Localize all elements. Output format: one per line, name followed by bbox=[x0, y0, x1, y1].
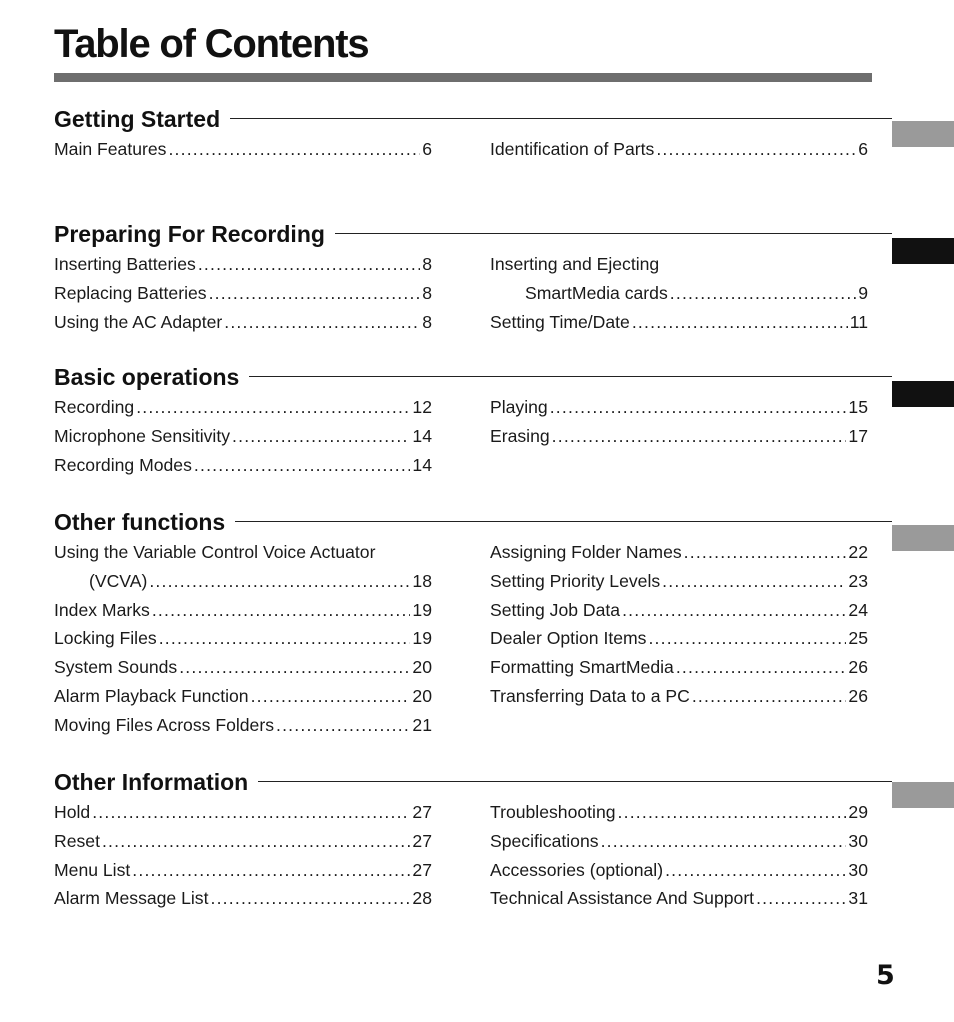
toc-entry-page: 30 bbox=[848, 859, 868, 880]
toc-entry-label: Moving Files Across Folders bbox=[54, 714, 274, 735]
toc-entry-label: Transferring Data to a PC bbox=[490, 685, 690, 706]
leader-dots bbox=[648, 624, 846, 653]
toc-entry[interactable] bbox=[490, 798, 868, 827]
toc-entry[interactable] bbox=[490, 250, 868, 279]
leader-dots bbox=[92, 798, 410, 827]
section-thumb-tab-other-functions bbox=[892, 525, 954, 551]
section-thumb-tab-basic-operations bbox=[892, 381, 954, 407]
toc-entry-page: 20 bbox=[412, 685, 432, 706]
toc-entry-label: Inserting and Ejecting bbox=[490, 254, 660, 274]
leader-dots bbox=[152, 596, 411, 625]
section-header bbox=[54, 362, 892, 392]
toc-entry[interactable] bbox=[490, 567, 868, 596]
section-heading: Other functions bbox=[54, 507, 235, 537]
leader-dots bbox=[179, 653, 410, 682]
toc-entry[interactable] bbox=[54, 827, 432, 856]
leader-dots bbox=[159, 624, 411, 653]
leader-dots bbox=[662, 567, 846, 596]
section-header bbox=[54, 219, 892, 249]
section-preparing-for-recording bbox=[54, 219, 892, 332]
toc-entry[interactable] bbox=[490, 884, 868, 913]
toc-entry-label: Setting Priority Levels bbox=[490, 570, 661, 591]
toc-entry[interactable] bbox=[490, 682, 868, 711]
toc-entry[interactable] bbox=[490, 422, 868, 451]
toc-entry-page: 15 bbox=[848, 397, 868, 417]
section-getting-started bbox=[54, 104, 892, 159]
toc-column-left bbox=[54, 250, 432, 336]
toc-entry-page: 27 bbox=[412, 859, 432, 880]
section-thumb-tab-other-information bbox=[892, 782, 954, 808]
toc-entry[interactable] bbox=[490, 653, 868, 682]
toc-entry-page: 22 bbox=[848, 542, 868, 562]
toc-entry-label: (VCVA) bbox=[89, 570, 148, 591]
section-header bbox=[54, 767, 892, 797]
leader-dots bbox=[676, 653, 847, 682]
toc-entry-page: 24 bbox=[848, 599, 868, 620]
section-heading: Other Information bbox=[54, 767, 258, 797]
toc-entry-page: 6 bbox=[422, 139, 432, 159]
toc-column-left bbox=[54, 798, 432, 913]
toc-entry-page: 20 bbox=[412, 657, 432, 678]
leader-dots bbox=[251, 682, 411, 711]
toc-entry-label: Specifications bbox=[490, 830, 599, 851]
leader-dots bbox=[132, 856, 410, 885]
leader-dots bbox=[665, 856, 846, 885]
section-thumb-tab-preparing bbox=[892, 238, 954, 264]
toc-entry[interactable] bbox=[490, 279, 868, 308]
toc-entry[interactable] bbox=[54, 308, 432, 337]
toc-column-left bbox=[54, 538, 432, 740]
toc-entry-page: 26 bbox=[848, 657, 868, 678]
toc-entry-label: SmartMedia cards bbox=[525, 282, 668, 303]
toc-entry[interactable] bbox=[490, 393, 868, 422]
leader-dots bbox=[622, 596, 846, 625]
leader-dots bbox=[756, 884, 846, 913]
toc-entry-label: Assigning Folder Names bbox=[490, 542, 682, 562]
leader-dots bbox=[194, 451, 411, 480]
toc-entry-label: Hold bbox=[54, 802, 91, 822]
toc-entry-page: 28 bbox=[412, 888, 432, 909]
toc-entry-label: Menu List bbox=[54, 859, 131, 880]
toc-entry-page: 23 bbox=[848, 570, 868, 591]
leader-dots bbox=[552, 422, 847, 451]
toc-entry[interactable] bbox=[54, 682, 432, 711]
toc-entry-label: Erasing bbox=[490, 425, 550, 446]
leader-dots bbox=[198, 250, 420, 279]
toc-entry[interactable] bbox=[54, 538, 432, 567]
toc-entry[interactable] bbox=[490, 624, 868, 653]
toc-entry[interactable] bbox=[54, 135, 432, 164]
section-heading: Getting Started bbox=[54, 104, 230, 134]
toc-entry-label: Setting Job Data bbox=[490, 599, 621, 620]
section-other-functions bbox=[54, 507, 892, 735]
toc-entry-page: 29 bbox=[848, 802, 868, 822]
toc-entry-page: 11 bbox=[849, 311, 868, 332]
toc-entry-label: System Sounds bbox=[54, 657, 178, 678]
toc-entry-page: 18 bbox=[412, 570, 432, 591]
toc-entry-label: Inserting Batteries bbox=[54, 254, 196, 274]
toc-entry-label: Index Marks bbox=[54, 599, 150, 620]
section-heading: Basic operations bbox=[54, 362, 249, 392]
toc-column-right bbox=[490, 393, 868, 451]
toc-column-right bbox=[490, 798, 868, 913]
toc-entry-page: 14 bbox=[412, 425, 432, 446]
toc-entry-label: Reset bbox=[54, 830, 100, 851]
leader-dots bbox=[656, 135, 856, 164]
toc-entry-page: 8 bbox=[422, 254, 432, 274]
toc-entry-label: Main Features bbox=[54, 139, 167, 159]
toc-entry-label: Alarm Message List bbox=[54, 888, 209, 909]
toc-entry[interactable] bbox=[490, 308, 868, 337]
section-basic-operations bbox=[54, 362, 892, 475]
toc-entry[interactable] bbox=[54, 798, 432, 827]
section-other-information bbox=[54, 767, 892, 909]
toc-entry-label: Alarm Playback Function bbox=[54, 685, 249, 706]
toc-entry-label: Technical Assistance And Support bbox=[490, 888, 755, 909]
section-thumb-tab-getting-started bbox=[892, 121, 954, 147]
toc-entry-page: 8 bbox=[422, 282, 432, 303]
toc-entry-label: Dealer Option Items bbox=[490, 628, 647, 649]
toc-column-left bbox=[54, 393, 432, 479]
toc-entry[interactable] bbox=[54, 422, 432, 451]
toc-entry-page: 21 bbox=[412, 714, 432, 735]
toc-entry-page: 6 bbox=[858, 139, 868, 159]
toc-entry[interactable] bbox=[54, 856, 432, 885]
leader-dots bbox=[632, 308, 848, 337]
toc-column-right bbox=[490, 135, 868, 164]
toc-entry-label: Troubleshooting bbox=[490, 802, 616, 822]
leader-dots bbox=[149, 567, 410, 596]
toc-entry-page: 25 bbox=[848, 628, 868, 649]
toc-entry-page: 27 bbox=[412, 802, 432, 822]
leader-dots bbox=[670, 279, 856, 308]
page-title: Table of Contents bbox=[54, 22, 369, 66]
toc-entry[interactable] bbox=[490, 596, 868, 625]
leader-dots bbox=[102, 827, 410, 856]
leader-dots bbox=[168, 135, 420, 164]
toc-entry-label: Recording Modes bbox=[54, 454, 192, 475]
toc-entry-page: 30 bbox=[848, 830, 868, 851]
toc-column-right bbox=[490, 538, 868, 711]
leader-dots bbox=[211, 884, 411, 913]
toc-entry[interactable] bbox=[490, 538, 868, 567]
toc-entry[interactable] bbox=[490, 856, 868, 885]
toc-entry-label: Microphone Sensitivity bbox=[54, 425, 231, 446]
toc-entry[interactable] bbox=[54, 624, 432, 653]
section-header bbox=[54, 507, 892, 537]
toc-entry-page: 14 bbox=[412, 454, 432, 475]
toc-entry-page: 19 bbox=[412, 628, 432, 649]
toc-entry-label: Recording bbox=[54, 397, 135, 417]
toc-entry-page: 12 bbox=[412, 397, 432, 417]
toc-column-right bbox=[490, 250, 868, 336]
leader-dots bbox=[684, 538, 847, 567]
toc-entry[interactable] bbox=[54, 567, 432, 596]
toc-entry-label: Accessories (optional) bbox=[490, 859, 664, 880]
leader-dots bbox=[232, 422, 410, 451]
leader-dots bbox=[550, 393, 847, 422]
toc-entry-label: Formatting SmartMedia bbox=[490, 657, 674, 678]
toc-entry-page: 27 bbox=[412, 830, 432, 851]
leader-dots bbox=[136, 393, 410, 422]
toc-entry-page: 8 bbox=[422, 311, 432, 332]
leader-dots bbox=[276, 711, 410, 740]
toc-entry-page: 26 bbox=[848, 685, 868, 706]
toc-entry-label: Using the Variable Control Voice Actuator bbox=[54, 542, 376, 562]
toc-entry[interactable] bbox=[54, 653, 432, 682]
toc-entry-page: 31 bbox=[848, 888, 868, 909]
toc-entry-label: Identification of Parts bbox=[490, 139, 655, 159]
leader-dots bbox=[209, 279, 421, 308]
toc-entry-page: 19 bbox=[412, 599, 432, 620]
leader-dots bbox=[224, 308, 420, 337]
toc-entry-page: 9 bbox=[858, 282, 868, 303]
leader-dots bbox=[618, 798, 847, 827]
toc-entry-page: 17 bbox=[848, 425, 868, 446]
toc-entry[interactable] bbox=[54, 279, 432, 308]
section-heading: Preparing For Recording bbox=[54, 219, 335, 249]
toc-entry-label: Locking Files bbox=[54, 628, 157, 649]
toc-entry[interactable] bbox=[490, 827, 868, 856]
toc-entry[interactable] bbox=[490, 135, 868, 164]
leader-dots bbox=[601, 827, 847, 856]
page-number: 5 bbox=[876, 960, 895, 991]
toc-entry[interactable] bbox=[54, 711, 432, 740]
toc-entry[interactable] bbox=[54, 393, 432, 422]
toc-entry-label: Playing bbox=[490, 397, 548, 417]
toc-entry-label: Setting Time/Date bbox=[490, 311, 630, 332]
leader-dots bbox=[692, 682, 847, 711]
toc-entry[interactable] bbox=[54, 596, 432, 625]
section-header bbox=[54, 104, 892, 134]
toc-entry[interactable] bbox=[54, 884, 432, 913]
toc-entry-label: Replacing Batteries bbox=[54, 282, 207, 303]
toc-entry[interactable] bbox=[54, 451, 432, 480]
title-underline-bar bbox=[54, 73, 872, 82]
toc-entry-label: Using the AC Adapter bbox=[54, 311, 223, 332]
toc-column-left bbox=[54, 135, 432, 164]
toc-entry[interactable] bbox=[54, 250, 432, 279]
